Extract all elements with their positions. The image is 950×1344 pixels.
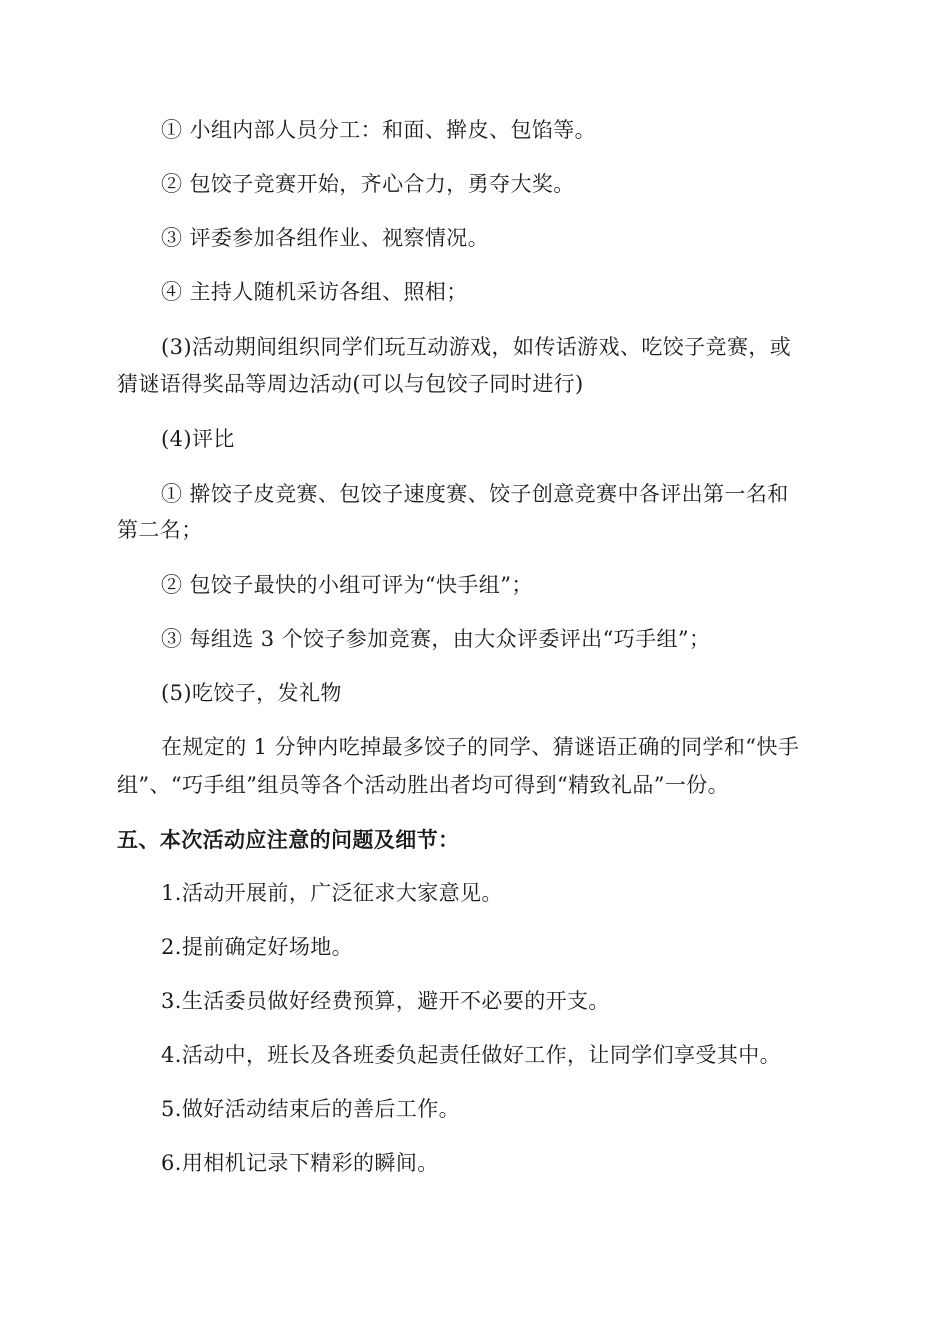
paragraph-interactive-games-line-2: 猜谜语得奖品等周边活动(可以与包饺子同时进行)	[117, 372, 584, 396]
prize-paragraph-line-2: 组”、“巧手组”组员等各个活动胜出者均可得到“精致礼品”一份。	[117, 773, 730, 797]
note-item-6: 6.用相机记录下精彩的瞬间。	[161, 1151, 439, 1175]
note-item-4: 4.活动中，班长及各班委负起责任做好工作，让同学们享受其中。	[161, 1043, 782, 1067]
step-item-3: ③ 评委参加各组作业、视察情况。	[161, 226, 490, 250]
step-item-2: ② 包饺子竞赛开始，齐心合力，勇夺大奖。	[161, 172, 575, 196]
subheading-eat-dumplings: (5)吃饺子，发礼物	[161, 681, 342, 705]
note-item-1: 1.活动开展前，广泛征求大家意见。	[161, 881, 503, 905]
section-heading: 五、本次活动应注意的问题及细节：	[117, 828, 460, 852]
evaluation-item-1-line-2: 第二名；	[117, 518, 203, 542]
evaluation-item-1-line-1: ① 擀饺子皮竞赛、包饺子速度赛、饺子创意竞赛中各评出第一名和	[161, 482, 789, 506]
evaluation-item-2: ② 包饺子最快的小组可评为“快手组”；	[161, 573, 533, 597]
step-item-1: ① 小组内部人员分工：和面、擀皮、包馅等。	[161, 118, 597, 142]
subheading-evaluation: (4)评比	[161, 427, 235, 451]
note-item-3: 3.生活委员做好经费预算，避开不必要的开支。	[161, 989, 610, 1013]
paragraph-interactive-games-line-1: (3)活动期间组织同学们玩互动游戏，如传话游戏、吃饺子竞赛，或	[161, 335, 792, 359]
evaluation-item-3: ③ 每组选 3 个饺子参加竞赛，由大众评委评出“巧手组”；	[161, 627, 711, 651]
note-item-5: 5.做好活动结束后的善后工作。	[161, 1097, 461, 1121]
prize-paragraph-line-1: 在规定的 1 分钟内吃掉最多饺子的同学、猜谜语正确的同学和“快手	[161, 735, 800, 759]
step-item-4: ④ 主持人随机采访各组、照相；	[161, 280, 468, 304]
note-item-2: 2.提前确定好场地。	[161, 935, 354, 959]
